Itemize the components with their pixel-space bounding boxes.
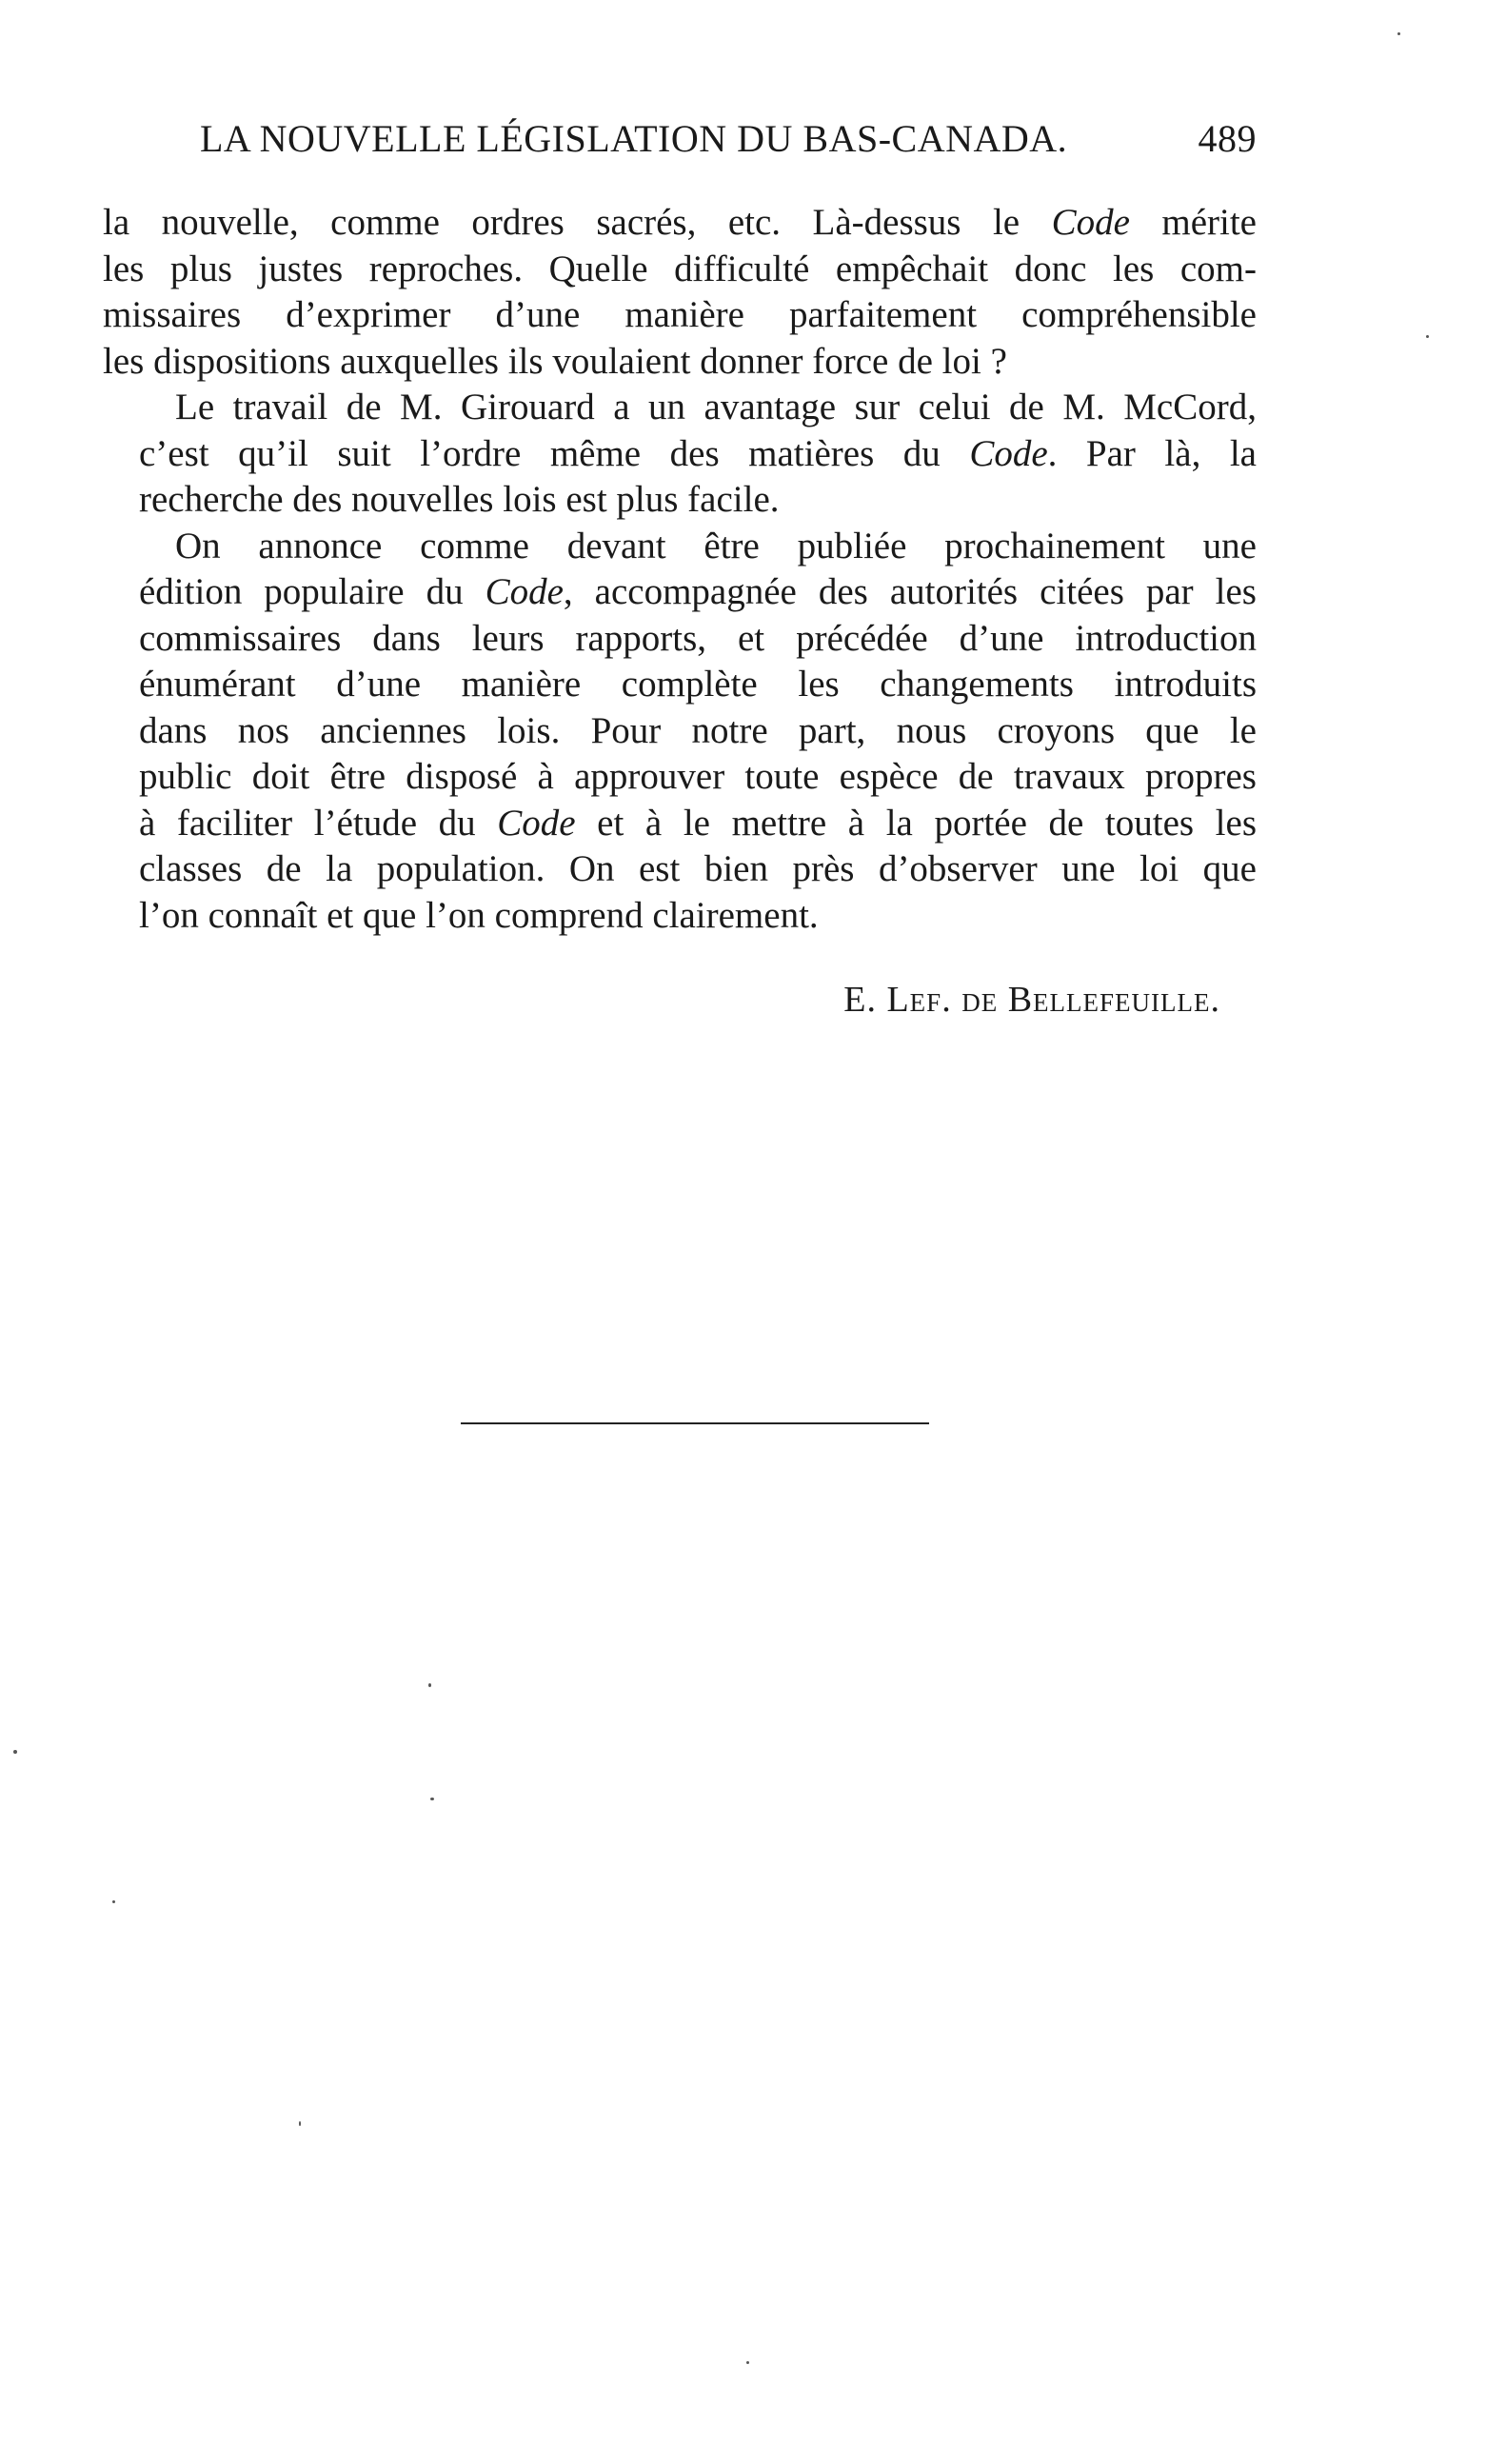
paper-speck: [299, 2121, 301, 2126]
paper-speck: [112, 1900, 115, 1903]
text-line: la nouvelle, comme ordres sacrés, etc. Là-dessus le Code mérite: [103, 202, 1257, 243]
italic-code-term: Code: [1051, 202, 1130, 243]
signature-surname: Bellefeuille.: [1007, 980, 1220, 1020]
text-line: l’on connaît et que l’on comprend clairement.: [139, 894, 819, 936]
text-line: Le travail de M. Girouard a un avantage sur celui de M. McCord,: [175, 387, 1257, 427]
section-divider-rule: [461, 1422, 929, 1424]
signature-part1: Lef.: [886, 980, 952, 1020]
running-header: [190, 116, 1257, 173]
text-line: missaires d’exprimer d’une manière parfaitement compréhensible: [103, 294, 1257, 335]
paper-speck: [430, 1798, 434, 1800]
paragraph: [103, 524, 1257, 940]
text-line: commissaires dans leurs rapports, et précédée d’une introduction: [139, 617, 1257, 659]
text-line: c’est qu’il suit l’ordre même des matières du Code. Par là, la: [139, 432, 1257, 474]
text-line: à faciliter l’étude du Code et à le mettre à la portée de toutes les: [139, 802, 1257, 844]
text-line: recherche des nouvelles lois est plus facile.: [139, 479, 780, 520]
page-number: 489: [1198, 117, 1257, 160]
text-line: les dispositions auxquelles ils voulaient donner force de loi ?: [103, 340, 1007, 382]
italic-code-term: Code: [485, 571, 564, 612]
text-line: édition populaire du Code, accompagnée des autorités citées par les: [139, 571, 1257, 612]
text-line: dans nos anciennes lois. Pour notre part, nous croyons que le: [139, 709, 1257, 751]
article-body: [103, 200, 1257, 939]
text-line: énumérant d’une manière complète les changements introduits: [139, 664, 1257, 705]
paragraph: [103, 385, 1257, 524]
signature-particle: de: [951, 980, 1008, 1020]
paragraph: [103, 200, 1257, 385]
author-signature: [843, 979, 1220, 1021]
signature-initial: E.: [843, 980, 887, 1020]
text-line: public doit être disposé à approuver toute espèce de travaux propres: [139, 756, 1257, 797]
paper-speck: [1426, 335, 1429, 338]
running-title: LA NOUVELLE LÉGISLATION DU BAS-CANADA.: [200, 117, 1068, 160]
paper-speck: [1397, 32, 1400, 35]
paper-speck: [746, 2361, 749, 2364]
text-line: classes de la population. On est bien près d’observer une loi que: [139, 848, 1257, 889]
italic-code-term: Code: [969, 432, 1048, 474]
text-line: les plus justes reproches. Quelle difficulté empêchait donc les com-: [103, 248, 1257, 289]
paper-speck: [13, 1750, 17, 1754]
italic-code-term: Code: [497, 802, 576, 844]
paper-speck: [428, 1683, 431, 1687]
text-line: On annonce comme devant être publiée prochainement une: [175, 525, 1257, 566]
